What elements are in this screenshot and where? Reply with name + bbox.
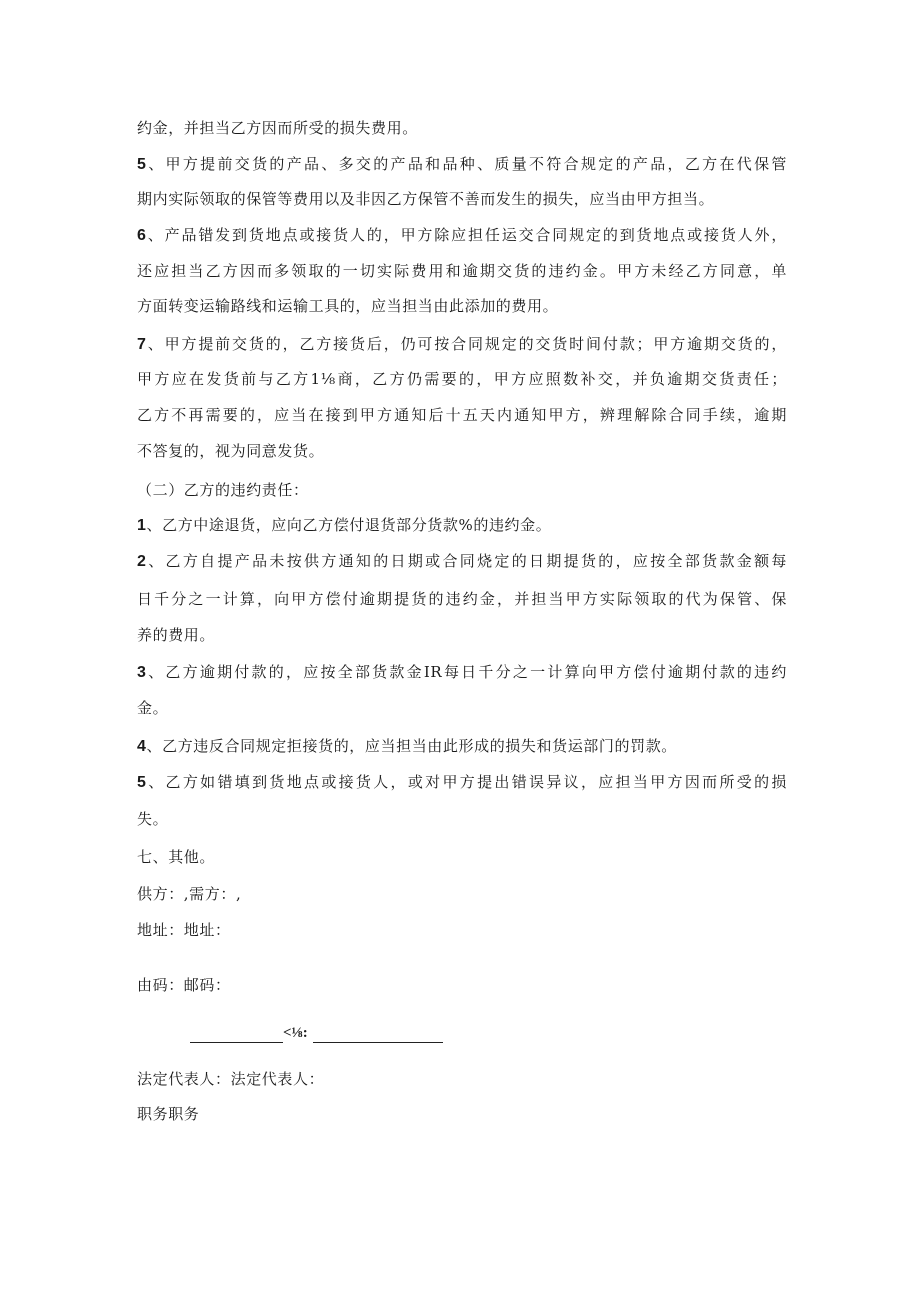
text-line: 4、乙方违反合同规定拒接货的，应当担当由此形成的损失和货运部门的罚款。: [137, 737, 677, 755]
text-line: 还应担当乙方因而多领取的一切实际费用和逾期交货的违约金。甲方未经乙方同意，单: [137, 262, 787, 280]
form-field-line: 地址：地址：: [137, 921, 231, 939]
text-line: 2、乙方自提产品未按供方通知的日期或合同烧定的日期提货的，应按全部货款金额每: [137, 552, 787, 570]
signature-separator: <⅛:: [283, 1025, 308, 1041]
text-line: 3、乙方逾期付款的，应按全部货款金IR每日千分之一计算向甲方偿付逾期付款的违约: [137, 663, 787, 681]
form-field-line: 职务职务: [137, 1105, 200, 1123]
text-line: 6、产品错发到货地点或接货人的，甲方除应担任运交合同规定的到货地点或接货人外，: [137, 226, 787, 244]
signature-line: [190, 1022, 443, 1043]
blank-underline: [313, 1026, 443, 1043]
text-line: 养的费用。: [137, 626, 216, 644]
text-line: 约金，并担当乙方因而所受的损失费用。: [137, 119, 418, 137]
form-field-line: 由码：邮码：: [137, 976, 231, 994]
form-field-line: 法定代表人：法定代表人：: [137, 1070, 325, 1088]
text-line: 7、甲方提前交货的，乙方接货后，仍可按合同规定的交货时间付款；甲方逾期交货的，: [137, 335, 787, 353]
text-line: 期内实际领取的保管等费用以及非因乙方保管不善而发生的损失，应当由甲方担当。: [137, 190, 715, 208]
text-line: 1、乙方中途退货，应向乙方偿付退货部分货款%的违约金。: [137, 516, 552, 534]
text-line: 日千分之一计算，向甲方偿付逾期提货的违约金，并担当甲方实际领取的代为保管、保: [137, 590, 787, 608]
text-line: 乙方不再需要的，应当在接到甲方通知后十五天内通知甲方，辨理解除合同手续，逾期: [137, 406, 787, 424]
text-line: 不答复的，视为同意发货。: [137, 442, 325, 460]
text-line: 失。: [137, 810, 169, 828]
text-line: 甲方应在发货前与乙方1⅛商，乙方仍需要的，甲方应照数补交，并负逾期交货责任；: [137, 370, 787, 388]
text-line: 方面转变运输路线和运输工具的，应当担当由此添加的费用。: [137, 297, 559, 315]
blank-underline: [190, 1026, 283, 1043]
text-line: 5、甲方提前交货的产品、多交的产品和品种、质量不符合规定的产品，乙方在代保管: [137, 155, 787, 173]
section-heading: 七、其他。: [137, 848, 216, 866]
form-field-line: 供方：,需方：,: [137, 885, 242, 903]
section-heading: （二）乙方的违约责任：: [137, 481, 309, 499]
text-line: 5、乙方如错填到货地点或接货人，或对甲方提出错误异议，应担当甲方因而所受的损: [137, 773, 787, 791]
text-line: 金。: [137, 699, 169, 717]
